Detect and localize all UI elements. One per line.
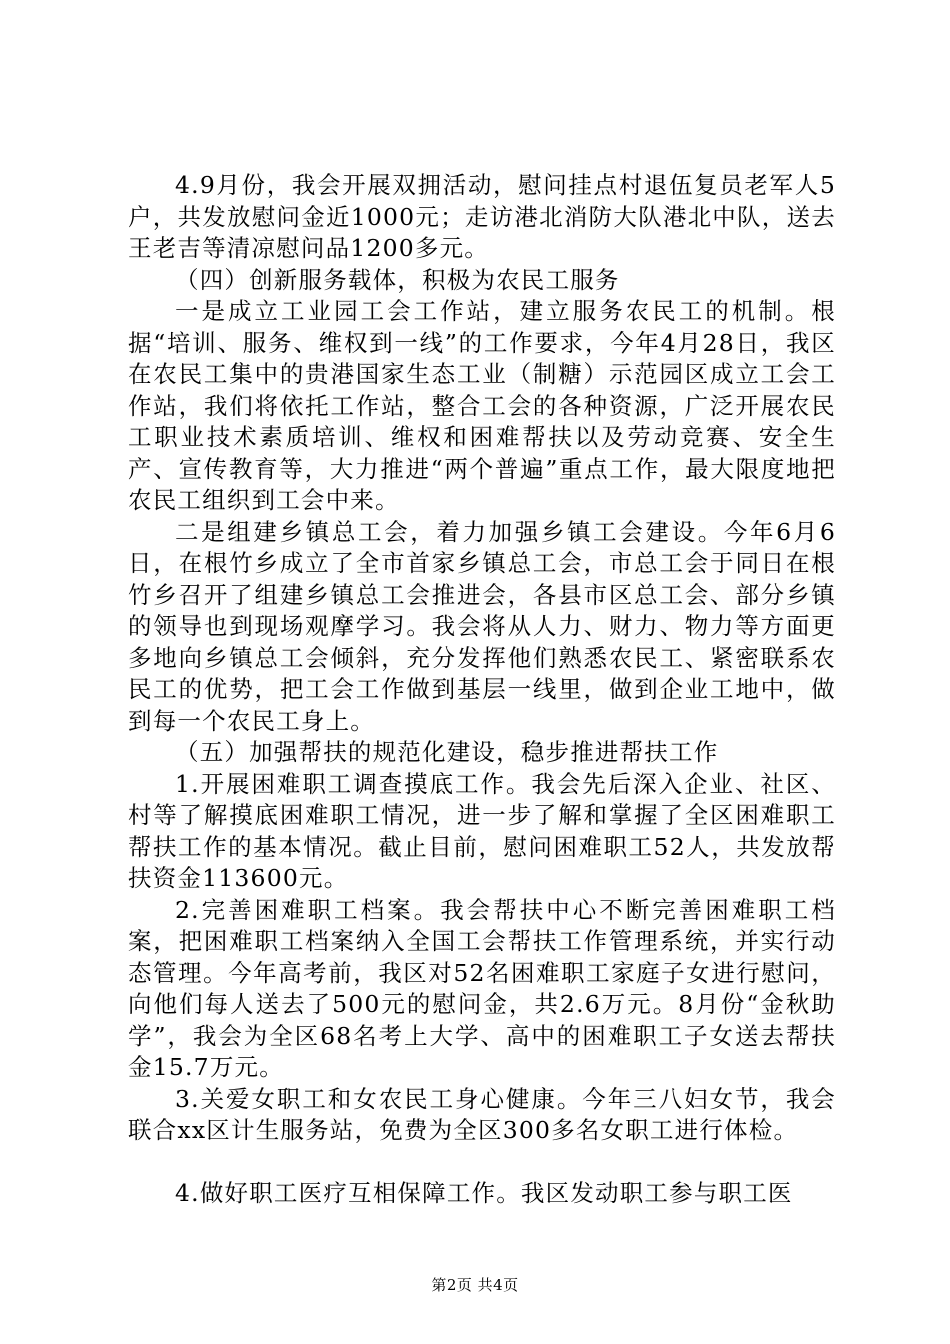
document-body: [128, 170, 836, 1209]
section-heading-4: （四）创新服务载体，积极为农民工服务: [175, 265, 620, 294]
paragraph-female-workers-health: 3.关爱女职工和女农民工身心健康。今年三八妇女节，我会联合xx区计生服务站，免费为全区300多名女职工进行体检。: [128, 1084, 836, 1144]
section-heading-5: （五）加强帮扶的规范化建设，稳步推进帮扶工作: [175, 738, 719, 766]
page-footer: 第2页 共4页: [431, 1276, 519, 1294]
paragraph-township-union: 二是组建乡镇总工会，着力加强乡镇工会建设。今年6月6日，在根竹乡成立了全市首家乡镇总工会，市总工会于同日在根竹乡召开了组建乡镇总工会推进会，各县市区总工会、部分乡镇的领导也到现场观摩学习。我会将从人力、财力、物力等方面更多地向乡镇总工会倾斜，充分发挥他们熟悉农民工、紧密联系农民工的优势，把工会工作做到基层一线里，做到企业工地中，做到每一个农民工身上。: [128, 517, 836, 735]
paragraph-veterans-visit: 4.9月份，我会开展双拥活动，慰问挂点村退伍复员老军人5户，共发放慰问金近1000元；走访港北消防大队港北中队，送去王老吉等清凉慰问品1200多元。: [128, 171, 836, 262]
paragraph-industrial-park-station: 一是成立工业园工会工作站，建立服务农民工的机制。根据“培训、服务、维权到一线”的工作要求，今年4月28日，我区在农民工集中的贵港国家生态工业（制糖）示范园区成立工会工作站，我们将依托工作站，整合工会的各种资源，广泛开展农民工职业技术素质培训、维权和困难帮扶以及劳动竞赛、安全生产、宣传教育等，大力推进“两个普遍”重点工作，最大限度地把农民工组织到工会中来。: [128, 297, 836, 514]
paragraph-medical-insurance: 4.做好职工医疗互相保障工作。我区发动职工参与职工医: [175, 1178, 793, 1207]
paragraph-survey-needy-workers: 1.开展困难职工调查摸底工作。我会先后深入企业、社区、村等了解摸底困难职工情况，进一步了解和掌握了全区困难职工帮扶工作的基本情况。截止目前，慰问困难职工52人，共发放帮扶资金113600元。: [128, 769, 836, 892]
paragraph-worker-archives: 2.完善困难职工档案。我会帮扶中心不断完善困难职工档案，把困难职工档案纳入全国工会帮扶工作管理系统，并实行动态管理。今年高考前，我区对52名困难职工家庭子女进行慰问，向他们每人送去了500元的慰问金，共2.6万元。8月份“金秋助学”，我会为全区68名考上大学、高中的困难职工子女送去帮扶金15.7万元。: [128, 895, 836, 1081]
